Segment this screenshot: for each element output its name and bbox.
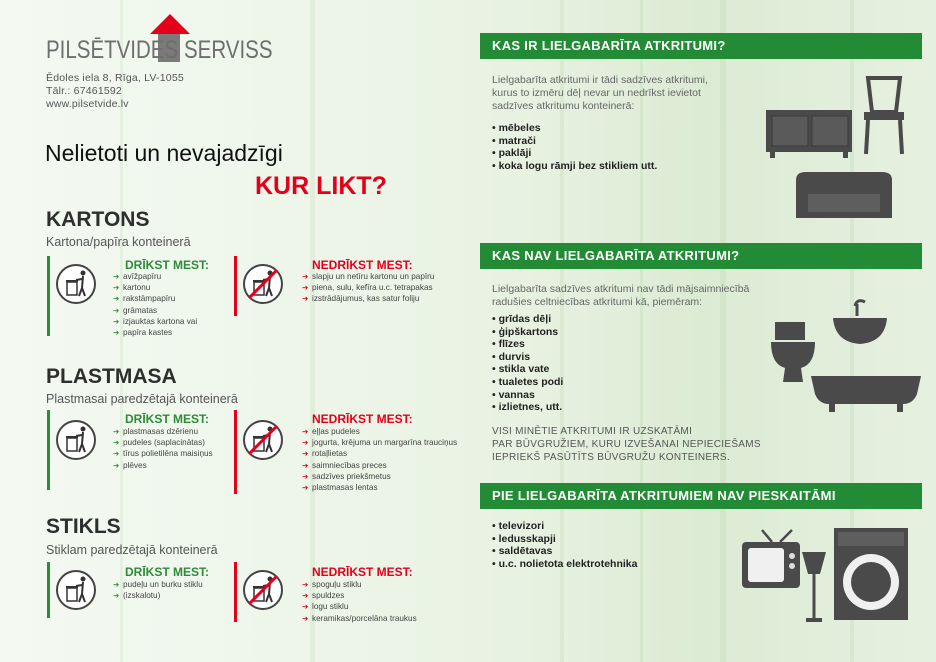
list-item: ➔ saimniecības preces [302,460,457,471]
what-isnt-list [492,313,563,414]
what-isnt-text [492,283,782,309]
forbidden-title: NEDRĪKST MEST: [312,412,413,426]
list-item: • durvis [492,351,563,364]
section-title-stikls: STIKLS [46,515,121,538]
text-line: kurus to izmēru dēļ nevar un nedrīkst ievietot [492,87,701,99]
list-item: ➔ plastmasas lentas [302,482,457,493]
list-item: ➔ keramikas/porcelāna traukus [302,613,417,624]
list-item: ➔ papīra kastes [113,327,197,338]
logo [46,14,286,64]
list-item: ➔ grāmatas [113,305,197,316]
what-is-list [492,122,657,172]
list-item: • matrači [492,135,657,148]
list-item: ➔ tīrus polietilēna maisiņus [113,448,213,459]
list-item: • stikla vate [492,363,563,376]
list-item: ➔ avīžpapīru [113,271,197,282]
list-item: ➔ sadzīves priekšmetus [302,471,457,482]
trash-forbidden-icon [243,264,283,304]
list-item: • izlietnes, utt. [492,401,563,414]
address: Ēdoles iela 8, Rīga, LV-1055 [46,72,184,84]
forbidden-bar [234,256,237,316]
list-item: • flīzes [492,338,563,351]
what-is-header: KAS IR LIELGABARĪTA ATKRITUMI? [480,33,922,59]
phone: Tālr.: 67461592 [46,85,122,97]
allowed-bar [47,410,50,490]
allowed-list [113,579,203,601]
list-item: ➔ spoguļu stiklu [302,579,417,590]
list-item: ➔ pudeļu un burku stiklu [113,579,203,590]
allowed-title: DRĪKST MEST: [125,565,209,579]
brand-right: SERVISS [184,36,273,64]
forbidden-bar [234,410,237,494]
list-item: ➔ piena, sulu, kefīra u.c. tetrapakas [302,282,434,293]
list-item: ➔ pudeles (saplacinātas) [113,437,213,448]
list-item: ➔ logu stiklu [302,601,417,612]
text-line: Lielgabarīta atkritumi ir tādi sadzīves atkritumi, [492,74,708,86]
not-included-list [492,520,637,570]
section-subtitle: Plastmasai paredzētajā konteinerā [46,392,238,406]
brand-left: PILSĒTVIDES [46,36,179,64]
list-item: • koka logu rāmji bez stikliem utt. [492,160,657,173]
list-item: • televizori [492,520,637,533]
forbidden-title: NEDRĪKST MEST: [312,565,413,579]
list-item: ➔ izstrādājumus, kas satur foliju [302,293,434,304]
text-line: radušies celtniecības atkritumi kā, piemēram: [492,296,703,308]
trash-allowed-icon [56,420,96,460]
list-item: • u.c. nolietota elektrotehnika [492,558,637,571]
what-isnt-header: KAS NAV LIELGABARĪTA ATKRITUMI? [480,243,922,269]
list-item: ➔ plēves [113,460,213,471]
list-item: ➔ spuldzes [302,590,417,601]
list-item: ➔ izjauktas kartona vai [113,316,197,327]
allowed-title: DRĪKST MEST: [125,412,209,426]
forbidden-title: NEDRĪKST MEST: [312,258,413,272]
bathroom-fixtures-icon [765,298,925,418]
section-title-plastmasa: PLASTMASA [46,365,177,388]
what-is-text [492,74,782,113]
allowed-title: DRĪKST MEST: [125,258,209,272]
not-included-header: PIE LIELGABARĪTA ATKRITUMIEM NAV PIESKAITĀMI [480,483,922,509]
text-line: VISI MINĒTIE ATKRITUMI IR UZSKATĀMI [492,426,693,437]
list-item: • vannas [492,389,563,402]
list-item: ➔ eļļas pudeles [302,426,457,437]
website-link[interactable]: www.pilsetvide.lv [46,98,129,110]
list-item: • ģipškartons [492,326,563,339]
forbidden-bar [234,562,237,622]
allowed-list [113,271,197,338]
forbidden-list [302,579,417,624]
allowed-bar [47,562,50,618]
list-item: ➔ kartonu [113,282,197,293]
furniture-icon [760,72,920,222]
text-line: IEPRIEKŠ PASŪTĪTS BŪVGRUŽU KONTEINERS. [492,452,730,463]
list-item: • tualetes podi [492,376,563,389]
trash-forbidden-icon [243,570,283,610]
list-item: • mēbeles [492,122,657,135]
text-line: PAR BŪVGRUŽIEM, KURU IZVEŠANAI NEPIECIEŠAMS [492,439,761,450]
list-item: ➔ rotaļlietas [302,448,457,459]
trash-allowed-icon [56,570,96,610]
allowed-bar [47,256,50,336]
list-item: ➔ (izskalotu) [113,590,203,601]
allowed-list [113,426,213,471]
headline: Nelietoti un nevajadzīgi [45,140,283,166]
list-item: ➔ jogurta, krējuma un margarīna trauciņus [302,437,457,448]
section-subtitle: Stiklam paredzētajā konteinerā [46,543,218,557]
construction-waste-note [492,425,792,464]
text-line: sadzīves atkritumu konteinerā: [492,100,635,112]
forbidden-list [302,271,434,305]
question-title: KUR LIKT? [255,172,387,200]
list-item: • saldētavas [492,545,637,558]
electronics-icon [740,528,920,628]
trash-forbidden-icon [243,420,283,460]
section-title-kartons: KARTONS [46,208,150,231]
list-item: ➔ rakstāmpapīru [113,293,197,304]
section-subtitle: Kartona/papīra konteinerā [46,235,191,249]
list-item: ➔ slapju un netīru kartonu un papīru [302,271,434,282]
list-item: • paklāji [492,147,657,160]
trash-allowed-icon [56,264,96,304]
forbidden-list [302,426,457,493]
text-line: Lielgabarīta sadzīves atkritumi nav tādi mājsaimniecībā [492,283,750,295]
list-item: • grīdas dēļi [492,313,563,326]
list-item: • ledusskapji [492,533,637,546]
list-item: ➔ plastmasas dzērienu [113,426,213,437]
